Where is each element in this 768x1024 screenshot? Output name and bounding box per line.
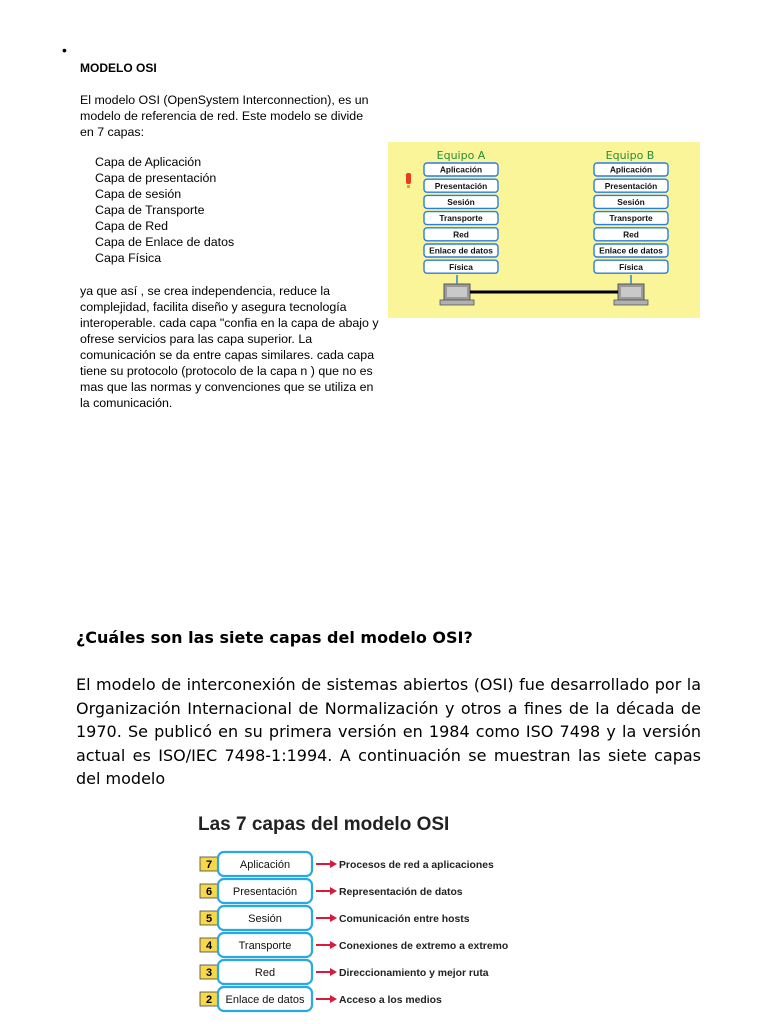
layer-description: Conexiones de extremo a extremo (339, 941, 509, 952)
equipo-b-layer-label: Sesión (617, 197, 645, 207)
figure-title: Las 7 capas del modelo OSI (198, 814, 450, 835)
equipo-a-layer-label: Física (449, 261, 473, 272)
layer-number: 7 (205, 859, 213, 871)
layer-number: 4 (205, 940, 213, 952)
equipo-b-layer-label: Aplicación (609, 164, 653, 175)
layer-name: Transporte (238, 940, 292, 952)
layer-name: Aplicación (239, 859, 291, 871)
layer-number: 6 (205, 886, 213, 898)
computer-a-icon (440, 284, 474, 305)
arrow-right-icon (330, 887, 337, 895)
arrow-right-icon (330, 860, 337, 868)
osi-two-hosts-figure (388, 142, 700, 318)
equipo-a-layer-label: Enlace de datos (429, 245, 493, 256)
equipo-b-label: Equipo B (605, 149, 655, 162)
layer-number: 5 (205, 913, 213, 925)
layer-name: Enlace de datos (225, 994, 305, 1006)
layer-number: 3 (205, 967, 213, 979)
layer-description: Procesos de red a aplicaciones (339, 860, 494, 871)
closing-paragraph: ya que así , se crea independencia, reduce la complejidad, facilita diseño y asegura tecnología interoperable. cada capa "confia en la capa de abajo y ofrese servicios para las capa superior. La comunicación se da entre capas similares. cada capa tiene su protocolo (protocolo de la capa n ) que no es mas que las normas y convenciones que se utiliza en la comunicación. (80, 284, 379, 410)
equipo-b-layer-label: Transporte (609, 213, 653, 224)
equipo-b-stack (594, 163, 668, 273)
computer-b-icon (614, 284, 648, 305)
equipo-a-label: Equipo A (436, 149, 486, 162)
list-bullet: • (62, 42, 67, 58)
layer-name: Sesión (248, 913, 282, 925)
layer-description: Comunicación entre hosts (339, 914, 470, 925)
layer-number: 2 (205, 994, 213, 1006)
equipo-a-layer-label: Presentación (434, 180, 488, 191)
arrow-right-icon (330, 968, 337, 976)
layer-list-item: Capa de Transporte (95, 203, 205, 217)
layer-list-item: Capa de sesión (95, 187, 182, 201)
equipo-b-layer-label: Física (619, 261, 643, 272)
layer-list-item: Capa de Enlace de datos (95, 235, 235, 249)
intro-paragraph: El modelo OSI (OpenSystem Interconnection), es un modelo de referencia de red. Este modelo se divide en 7 capas: (80, 93, 369, 139)
osi-layers-figure (196, 808, 576, 1024)
layer-description: Direccionamiento y mejor ruta (339, 968, 489, 979)
layer-list-item: Capa de Aplicación (95, 155, 202, 169)
layer-list-item: Capa de presentación (95, 171, 217, 185)
layer-name: Presentación (232, 886, 298, 898)
equipo-a-layer-label: Sesión (447, 197, 475, 207)
equipo-a-layer-label: Red (453, 229, 469, 240)
equipo-a-layer-label: Transporte (439, 213, 483, 224)
equipo-a-layer-label: Aplicación (439, 164, 483, 175)
section-title: MODELO OSI (80, 61, 157, 75)
layer-list-item: Capa de Red (95, 219, 169, 233)
equipo-b-layer-label: Enlace de datos (599, 245, 663, 256)
arrow-right-icon (330, 941, 337, 949)
question-heading: ¿Cuáles son las siete capas del modelo OSI? (76, 628, 473, 647)
layer-name: Red (254, 967, 276, 979)
layer-rows (200, 852, 508, 1011)
body-paragraph: El modelo de interconexión de sistemas abiertos (OSI) fue desarrollado por la Organización Internacional de Normalización y otros a fines de la década de 1970. Se publicó en su primera versión en 1984 como ISO 7498 y la versión actual es ISO/IEC 7498-1:1994. A continuación se muestran las siete capas del modelo (76, 675, 701, 788)
layer-description: Acceso a los medios (339, 995, 442, 1006)
layer-list (95, 154, 234, 266)
arrow-right-icon (330, 995, 337, 1003)
equipo-b-layer-label: Presentación (604, 180, 658, 191)
equipo-a-stack (424, 163, 498, 273)
layer-list-item: Capa Física (95, 251, 162, 265)
equipo-b-layer-label: Red (623, 229, 639, 240)
arrow-right-icon (330, 914, 337, 922)
layer-description: Representación de datos (339, 887, 463, 898)
